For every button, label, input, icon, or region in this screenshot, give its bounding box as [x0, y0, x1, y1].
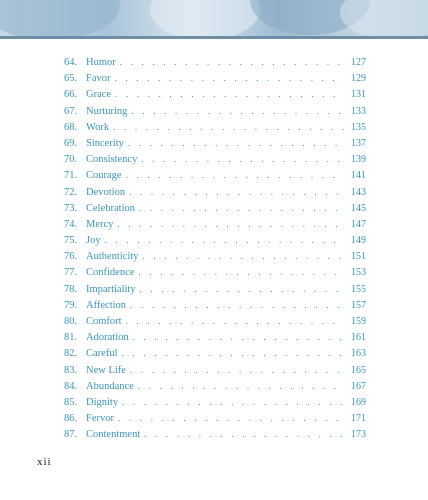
toc-entry-number: 72.: [64, 186, 78, 198]
header-decorative-band: [0, 0, 428, 38]
toc-dot-leader: [138, 381, 344, 391]
toc-entry[interactable]: [64, 170, 366, 186]
toc-entry-page: 141: [351, 170, 366, 182]
toc-entry-page: 151: [351, 251, 366, 263]
toc-entry-title: Courage: [86, 170, 122, 182]
toc-entry-title: Adoration: [86, 332, 129, 344]
toc-dot-leader: [128, 138, 344, 148]
toc-entry-number: 87.: [64, 429, 78, 441]
toc-dot-leader: [139, 203, 344, 213]
toc-entry[interactable]: [64, 300, 366, 316]
toc-entry[interactable]: [64, 267, 366, 283]
toc-dot-leader: [122, 397, 344, 407]
toc-entry[interactable]: [64, 154, 366, 170]
toc-dot-leader: [143, 251, 345, 261]
toc-entry-number: 79.: [64, 299, 78, 311]
toc-entry-page: 167: [351, 380, 366, 392]
toc-entry[interactable]: [64, 138, 366, 154]
toc-entry-page: 137: [351, 137, 366, 149]
toc-entry-page: 159: [351, 316, 366, 327]
toc-dot-leader: [129, 187, 344, 197]
toc-dot-leader: [126, 316, 344, 326]
watercolor-blot: [150, 0, 260, 38]
toc-entry-title: Celebration: [86, 202, 135, 214]
toc-entry-title: Work: [86, 121, 110, 133]
toc-entry-number: 81.: [64, 332, 78, 344]
toc-entry-title: Nurturing: [86, 105, 128, 117]
toc-entry[interactable]: [64, 203, 366, 219]
toc-dot-leader: [122, 348, 345, 358]
toc-entry-number: 66.: [64, 89, 78, 101]
toc-entry-number: 85.: [64, 396, 78, 408]
toc-dot-leader: [115, 89, 344, 99]
toc-entry[interactable]: [64, 219, 366, 235]
toc-dot-leader: [118, 413, 344, 423]
toc-entry-title: Favor: [86, 73, 111, 85]
toc-dot-leader: [120, 57, 344, 67]
toc-entry[interactable]: [64, 122, 366, 138]
toc-entry-number: 78.: [64, 283, 78, 295]
toc-entry-title: Joy: [86, 235, 101, 247]
toc-dot-leader: [113, 122, 344, 132]
toc-entry-number: 75.: [64, 235, 78, 247]
page-folio: xii: [37, 456, 52, 468]
toc-entry-page: 171: [351, 413, 366, 425]
toc-dot-leader: [131, 106, 344, 116]
toc-entry-title: Abundance: [86, 380, 134, 392]
toc-entry-page: 153: [351, 267, 366, 279]
toc-entry-page: 157: [351, 299, 366, 311]
toc-entry-title: Devotion: [86, 186, 126, 198]
header-rule: [0, 36, 428, 39]
toc-entry-number: 84.: [64, 380, 78, 392]
toc-entry-number: 74.: [64, 218, 78, 230]
toc-entry[interactable]: [64, 284, 366, 300]
toc-entry[interactable]: [64, 235, 366, 251]
toc-dot-leader: [133, 332, 344, 342]
toc-entry-number: 80.: [64, 316, 78, 327]
toc-entry-page: 131: [351, 89, 366, 101]
toc-entry-number: 67.: [64, 105, 78, 117]
toc-entry-number: 73.: [64, 202, 78, 214]
toc-entry-page: 135: [351, 121, 366, 133]
watercolor-blot: [340, 0, 428, 38]
toc-entry-title: Grace: [86, 89, 112, 101]
toc-entry-title: Fervor: [86, 413, 114, 425]
toc-entry[interactable]: [64, 187, 366, 203]
toc-entry-page: 133: [351, 105, 366, 117]
toc-dot-leader: [130, 365, 344, 375]
watercolor-blot: [0, 0, 120, 38]
toc-entry-title: Authenticity: [86, 251, 139, 263]
toc-entry[interactable]: [64, 397, 366, 413]
toc-entry[interactable]: [64, 429, 366, 445]
toc-entry-number: 83.: [64, 364, 78, 376]
toc-dot-leader: [117, 219, 344, 229]
toc-entry[interactable]: [64, 251, 366, 267]
toc-entry-number: 86.: [64, 413, 78, 425]
toc-entry-page: 129: [351, 73, 366, 85]
toc-entry[interactable]: [64, 57, 366, 73]
toc-dot-leader: [140, 284, 344, 294]
toc-entry[interactable]: [64, 316, 366, 332]
toc-entry-title: Confidence: [86, 267, 135, 279]
toc-entry-page: 165: [351, 364, 366, 376]
toc-entry-page: 127: [351, 57, 366, 68]
toc-entry-title: Careful: [86, 348, 118, 360]
toc-dot-leader: [115, 73, 345, 83]
toc-dot-leader: [105, 235, 344, 245]
toc-entry-title: New Life: [86, 364, 126, 376]
toc-entry-page: 163: [351, 348, 366, 360]
toc-entry-page: 143: [351, 186, 366, 198]
toc-entry-page: 155: [351, 283, 366, 295]
toc-dot-leader: [144, 429, 344, 439]
toc-entry-page: 139: [351, 154, 366, 166]
toc-entry-page: 145: [351, 202, 366, 214]
table-of-contents: [64, 57, 366, 446]
toc-entry-title: Impartiality: [86, 283, 136, 295]
toc-entry-number: 70.: [64, 154, 78, 166]
toc-entry-title: Consistency: [86, 154, 138, 166]
toc-entry-page: 161: [351, 332, 366, 344]
toc-entry-page: 173: [351, 429, 366, 441]
toc-entry-number: 64.: [64, 57, 78, 68]
toc-entry-title: Affection: [86, 299, 127, 311]
toc-entry-number: 77.: [64, 267, 78, 279]
toc-entry[interactable]: [64, 381, 366, 397]
toc-entry[interactable]: [64, 332, 366, 348]
toc-entry-number: 76.: [64, 251, 78, 263]
toc-entry[interactable]: [64, 413, 366, 429]
toc-entry-title: Humor: [86, 57, 116, 68]
toc-entry-title: Mercy: [86, 218, 114, 230]
toc-entry[interactable]: [64, 73, 366, 89]
toc-entry-title: Contentment: [86, 429, 141, 441]
toc-entry-title: Dignity: [86, 396, 119, 408]
toc-entry-title: Comfort: [86, 316, 122, 327]
toc-dot-leader: [141, 154, 344, 164]
toc-entry-title: Sincerity: [86, 137, 124, 149]
toc-entry-page: 149: [351, 235, 366, 247]
toc-entry-page: 147: [351, 218, 366, 230]
toc-entry-number: 65.: [64, 73, 78, 85]
toc-entry-number: 71.: [64, 170, 78, 182]
toc-dot-leader: [138, 267, 344, 277]
toc-dot-leader: [126, 170, 344, 180]
toc-dot-leader: [130, 300, 344, 310]
toc-entry[interactable]: [64, 365, 366, 381]
toc-entry-number: 69.: [64, 137, 78, 149]
toc-entry[interactable]: [64, 348, 366, 364]
toc-entry-number: 82.: [64, 348, 78, 360]
toc-entry-page: 169: [351, 396, 366, 408]
toc-entry-number: 68.: [64, 121, 78, 133]
toc-entry[interactable]: [64, 106, 366, 122]
toc-entry[interactable]: [64, 89, 366, 105]
